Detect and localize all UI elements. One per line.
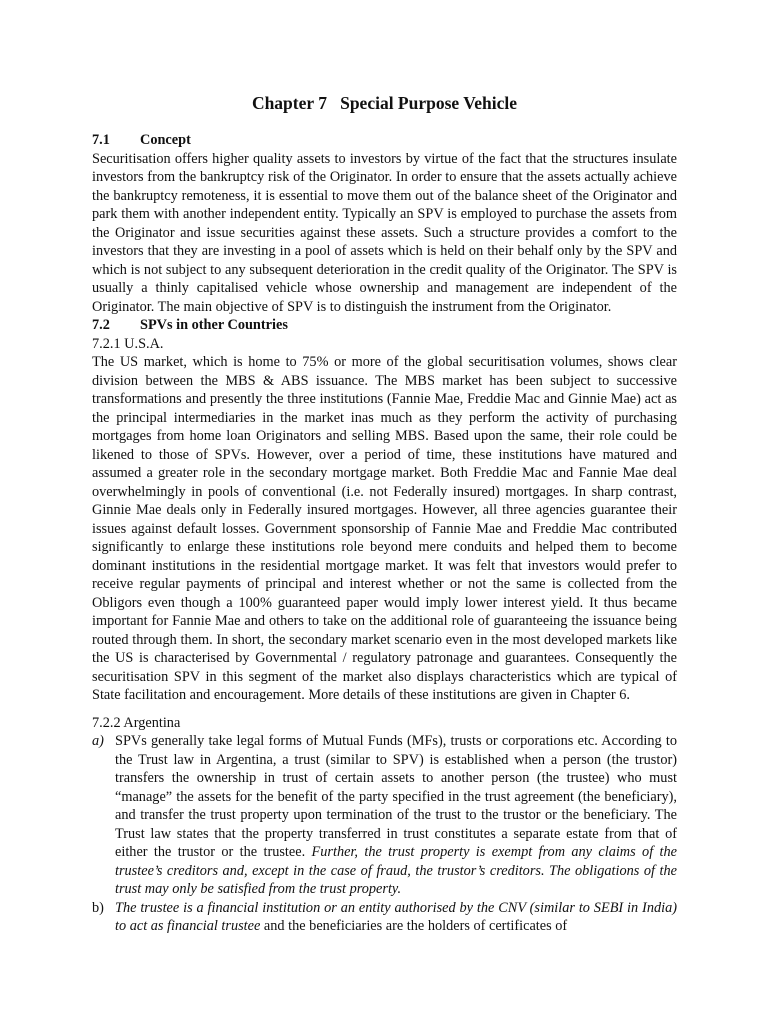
document-body bbox=[92, 131, 677, 936]
list-item-italic-text: Further, the trust property is exempt from any claims of the trustee’s creditors and, except in the case of fraud, the trustor’s creditors. The obligations of the trust may only be satisfied from the trust property. bbox=[115, 844, 677, 897]
section-heading-other-countries bbox=[92, 316, 677, 335]
usa-paragraph: The US market, which is home to 75% or more of the global securitisation volumes, shows clear division between the MBS & ABS issuance. The MBS market has been subject to successive transformations and presently the three institutions (Fannie Mae, Freddie Mac and Ginnie Mae) act as the principal intermediaries in the market inas much as they perform the activity of purchasing mortgages from home loan Originators and selling MBS. Based upon the same, their role could be likened to those of SPVs. However, over a period of time, these institutions have matured and assumed a greater role in the secondary mortgage market. Both Freddie Mac and Fannie Mae deal overwhelmingly in pools of conventional (i.e. not Federally insured) mortgages. In sharp contrast, Ginnie Mae deals only in Federally insured mortgages. However, all three agencies guarantee their issues against default losses. Government sponsorship of Fannie Mae and Freddie Mac contributed significantly to enlarge these institutions role beyond mere conduits and helped them to become dominant institutions in the residential mortgage market. It was felt that investors would prefer to receive regular payments of principal and interest whether or not the same is collected from the Obligors even though a 100% guaranteed paper would imply lower interest yield. It thus became important for Fannie Mae and others to take on the additional role of guaranteeing the issuance being routed through them. In short, the secondary market scenario even in the most developed markets like the US is characterised by Governmental / regulatory patronage and guarantees. Consequently the securitisation SPV in this segment of the market also displays characteristics which are typical of State facilitation and encouragement. More details of these institutions are given in Chapter 6. bbox=[92, 354, 677, 703]
section-title: Concept bbox=[140, 132, 191, 148]
list-item-text: and the beneficiaries are the holders of certificates of bbox=[260, 918, 568, 934]
section-heading-concept bbox=[92, 131, 677, 150]
concept-paragraph: Securitisation offers higher quality assets to investors by virtue of the fact that the structures insulate investors from the bankruptcy risk of the Originator. In order to ensure that the assets actually achieve the bankruptcy remoteness, it is essential to move them out of the balance sheet of the Originator and park them with another independent entity. Typically an SPV is employed to purchase the assets from the Originator and issue securities against these assets. Such a structure provides a comfort to the investors that they are investing in a pool of assets which is held on their behalf only by the SPV and which is not subject to any subsequent deterioration in the credit quality of the Originator. The SPV is usually a thinly capitalised vehicle whose ownership and management are independent of the Originator. The main objective of SPV is to distinguish the instrument from the Originator. bbox=[92, 150, 677, 315]
section-title: SPVs in other Countries bbox=[140, 317, 288, 333]
section-number: 7.2 bbox=[92, 317, 110, 333]
list-marker: a) bbox=[92, 733, 104, 749]
paragraph-spacer bbox=[92, 705, 677, 714]
list-item-text: SPVs generally take legal forms of Mutual Funds (MFs), trusts or corporations etc. According to the Trust law in Argentina, a trust (similar to SPV) is established when a person (the trustor) transfers the ownership in trust of certain assets to another person (the trustee) who must “manage” the assets for the benefit of the party specified in the trust agreement (the beneficiary), and transfer the trust property upon termination of the trust to the trustor or the beneficiary. The Trust law states that the property transferred in trust constitutes a separate estate from that of either the trustor or the trustee. bbox=[115, 733, 677, 860]
list-item-italic-text: The trustee is a financial institution or an entity authorised by the CNV (similar to SEBI in India) to act as financial trustee bbox=[115, 899, 677, 934]
chapter-title: Chapter 7 Special Purpose Vehicle bbox=[251, 93, 518, 113]
section-number: 7.1 bbox=[92, 132, 110, 148]
list-item-b bbox=[92, 899, 677, 936]
subsection-heading-argentina: 7.2.2 Argentina bbox=[92, 714, 181, 731]
list-item-a bbox=[92, 732, 677, 899]
list-marker: b) bbox=[92, 899, 104, 916]
subsection-heading-usa: 7.2.1 U.S.A. bbox=[92, 335, 164, 352]
